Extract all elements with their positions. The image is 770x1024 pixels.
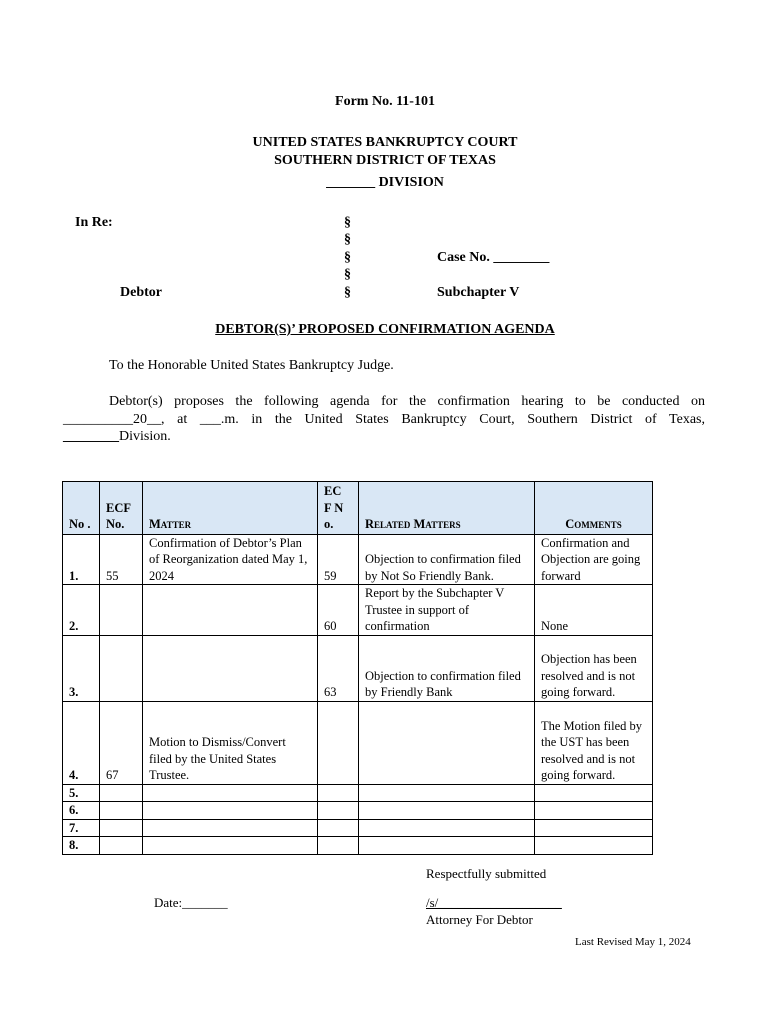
row-comments: The Motion filed by the UST has been resolved and is not going forward. [535,701,653,784]
row-ecf [100,585,143,636]
header-matter: Matter [143,482,318,535]
attorney-label: Attorney For Debtor [426,912,533,927]
debtor-label: Debtor [120,285,162,300]
row-number: 8. [63,837,100,855]
section-mark: § [344,285,351,300]
header-ecf-related: EC F No. [318,482,359,535]
form-number: Form No. 11-101 [335,94,435,109]
row-number: 4. [63,701,100,784]
table-row [63,585,653,636]
row-number: 1. [63,534,100,585]
row-ecf-related: 59 [318,534,359,585]
row-related-matters [359,837,535,855]
row-comments: None [535,585,653,636]
row-matter [143,837,318,855]
paragraph-line-2: __________20__, at ___.m. in the United States Bankruptcy Court, Southern District of Texas, [63,412,705,427]
last-revised: Last Revised May 1, 2024 [575,936,691,948]
row-comments [535,837,653,855]
header-related-matters: Related Matters [359,482,535,535]
row-matter [143,784,318,802]
row-related-matters: Objection to confirmation filed by Friendly Bank [359,635,535,701]
section-mark: § [344,267,351,282]
header-no: No . [63,482,100,535]
row-ecf [100,635,143,701]
court-name: UNITED STATES BANKRUPTCY COURT [252,135,518,150]
row-related-matters: Objection to confirmation filed by Not So Friendly Bank. [359,534,535,585]
row-ecf-related [318,819,359,837]
salutation: To the Honorable United States Bankruptcy Judge. [109,358,394,373]
row-matter: Confirmation of Debtor’s Plan of Reorganization dated May 1, 2024 [143,534,318,585]
row-matter [143,585,318,636]
division-text: Division. [119,429,171,444]
row-ecf-related: 63 [318,635,359,701]
table-row [63,534,653,585]
row-comments: Confirmation and Objection are going forward [535,534,653,585]
row-ecf-related [318,784,359,802]
row-number: 3. [63,635,100,701]
row-matter [143,635,318,701]
row-ecf-related [318,837,359,855]
section-mark: § [344,250,351,265]
section-mark: § [344,215,351,230]
table-row [63,802,653,820]
row-matter [143,819,318,837]
row-related-matters: Report by the Subchapter V Trustee in support of confirmation [359,585,535,636]
row-comments [535,802,653,820]
row-comments [535,819,653,837]
signature-text: /s/___________________ [426,895,562,910]
row-number: 2. [63,585,100,636]
section-mark: § [344,232,351,247]
row-related-matters [359,784,535,802]
respectfully-submitted: Respectfully submitted [426,866,547,881]
row-matter [143,802,318,820]
row-number: 6. [63,802,100,820]
table-row [63,837,653,855]
court-division: _______ DIVISION [326,175,444,190]
table-row [63,819,653,837]
row-ecf-related [318,802,359,820]
subchapter: Subchapter V [437,285,520,300]
row-related-matters [359,701,535,784]
document-title: DEBTOR(S)’ PROPOSED CONFIRMATION AGENDA [215,322,555,337]
court-district: SOUTHERN DISTRICT OF TEXAS [274,153,496,168]
division-blank: ________ [63,429,119,444]
row-ecf: 67 [100,701,143,784]
row-ecf [100,819,143,837]
header-comments: Comments [535,482,653,535]
signature-line [426,895,562,911]
row-ecf [100,802,143,820]
row-number: 5. [63,784,100,802]
paragraph-line-3 [63,429,171,445]
case-number: Case No. ________ [437,250,550,265]
table-row [63,784,653,802]
row-related-matters [359,802,535,820]
row-ecf [100,784,143,802]
row-related-matters [359,819,535,837]
agenda-table [62,481,653,855]
row-ecf-related: 60 [318,585,359,636]
table-row [63,701,653,784]
row-ecf [100,837,143,855]
in-re-label: In Re: [75,215,113,230]
row-comments [535,784,653,802]
table-row [63,635,653,701]
row-ecf: 55 [100,534,143,585]
table-header-row [63,482,653,535]
header-ecf: ECF No. [100,482,143,535]
row-number: 7. [63,819,100,837]
row-comments: Objection has been resolved and is not going forward. [535,635,653,701]
row-matter: Motion to Dismiss/Convert filed by the United States Trustee. [143,701,318,784]
date-line: Date:_______ [154,895,228,910]
paragraph-line-1: Debtor(s) proposes the following agenda for the confirmation hearing to be conducted on [109,394,705,409]
row-ecf-related [318,701,359,784]
